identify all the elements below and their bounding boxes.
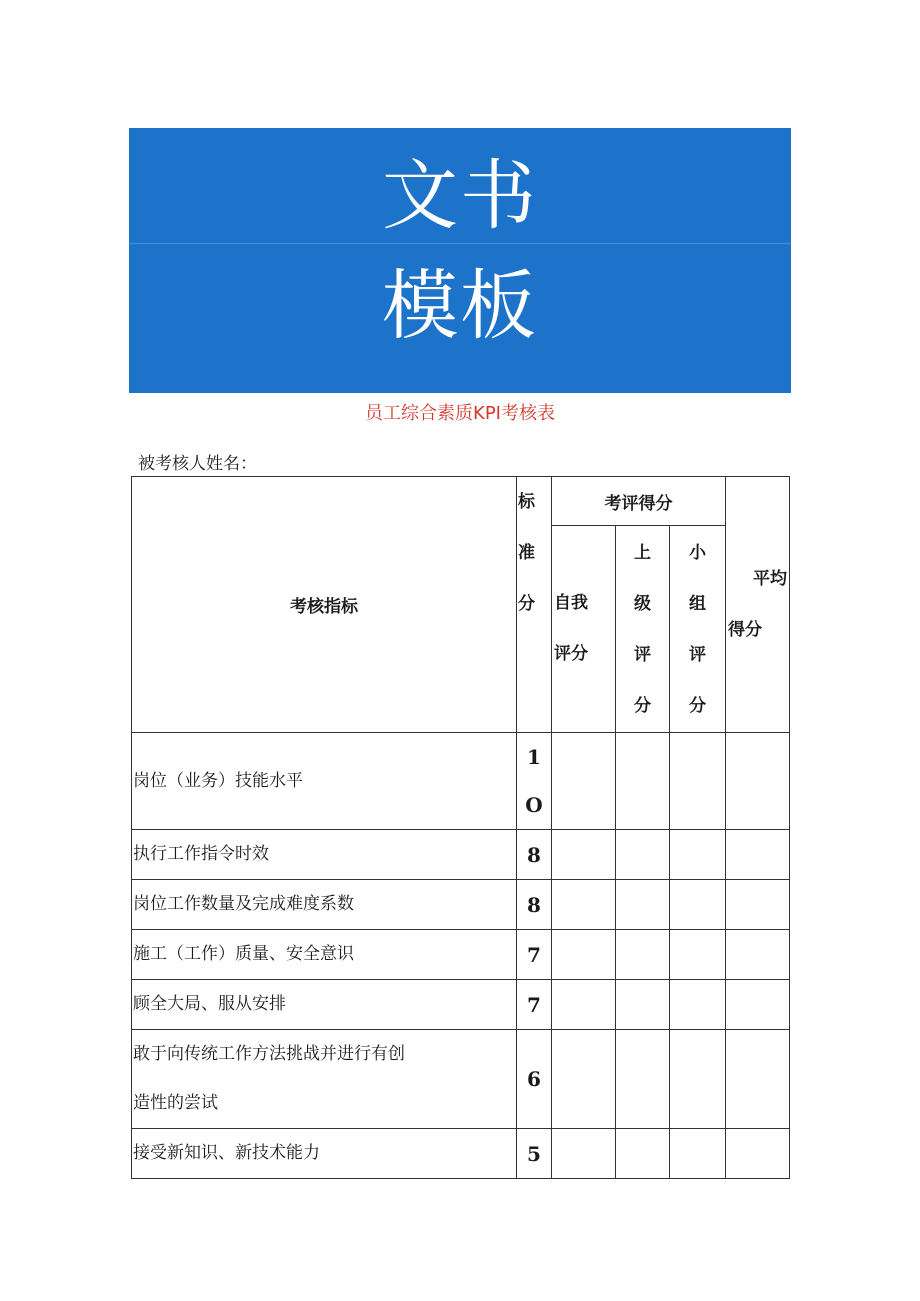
examinee-name-label: 被考核人姓名： (138, 454, 257, 474)
kpi-item-name: 施工（工作）质量、安全意识 (132, 930, 517, 980)
header-kpi-item: 考核指标 (132, 477, 517, 733)
header-average-line: 得分 (728, 619, 762, 640)
kpi-item-name: 顾全大局、服从安排 (132, 980, 517, 1030)
average-score-cell[interactable] (726, 830, 790, 880)
self-score-cell[interactable] (552, 980, 616, 1030)
header-group-score (670, 526, 726, 733)
kpi-item-name: 岗位工作数量及完成难度系数 (132, 880, 517, 930)
superior-score-cell[interactable] (616, 1030, 670, 1129)
cover-banner (129, 128, 791, 393)
header-superior-char: 上 (634, 543, 651, 563)
banner-title-line2: 模板 (382, 261, 538, 350)
header-group-char: 组 (689, 594, 706, 614)
kpi-item-name (132, 1030, 517, 1129)
header-self-score (552, 526, 616, 733)
group-score-cell[interactable] (670, 980, 726, 1030)
header-group-char: 小 (689, 543, 706, 563)
group-score-cell[interactable] (670, 930, 726, 980)
table-row (132, 733, 790, 830)
kpi-table (131, 476, 790, 1179)
kpi-item-name-line: 敢于向传统工作方法挑战并进行有创 (133, 1044, 405, 1064)
self-score-cell[interactable] (552, 1129, 616, 1179)
header-self-line: 自我 (554, 593, 588, 613)
standard-score: 8 (517, 880, 552, 930)
superior-score-cell[interactable] (616, 880, 670, 930)
table-row (132, 930, 790, 980)
table-row (132, 1129, 790, 1179)
header-group-char: 分 (689, 696, 706, 716)
self-score-cell[interactable] (552, 930, 616, 980)
header-group-char: 评 (689, 645, 706, 665)
average-score-cell[interactable] (726, 880, 790, 930)
banner-title-line1: 文书 (382, 151, 538, 240)
group-score-cell[interactable] (670, 880, 726, 930)
average-score-cell[interactable] (726, 1030, 790, 1129)
kpi-item-name: 岗位（业务）技能水平 (132, 733, 517, 830)
average-score-cell[interactable] (726, 1129, 790, 1179)
banner-divider (129, 243, 791, 244)
self-score-cell[interactable] (552, 733, 616, 830)
standard-score: 7 (517, 930, 552, 980)
kpi-item-name-line: 造性的尝试 (133, 1093, 218, 1113)
group-score-cell[interactable] (670, 733, 726, 830)
superior-score-cell[interactable] (616, 830, 670, 880)
table-row (132, 880, 790, 930)
header-standard-char: 标 (518, 492, 535, 512)
standard-score: 8 (517, 830, 552, 880)
standard-score: 6 (517, 1030, 552, 1129)
table-row (132, 830, 790, 880)
table-row (132, 980, 790, 1030)
kpi-item-name: 接受新知识、新技术能力 (132, 1129, 517, 1179)
superior-score-cell[interactable] (616, 1129, 670, 1179)
kpi-item-name: 执行工作指令时效 (132, 830, 517, 880)
standard-score (517, 733, 552, 830)
header-standard-char: 准 (518, 543, 535, 563)
group-score-cell[interactable] (670, 1030, 726, 1129)
standard-score: 7 (517, 980, 552, 1030)
average-score-cell[interactable] (726, 930, 790, 980)
self-score-cell[interactable] (552, 1030, 616, 1129)
group-score-cell[interactable] (670, 830, 726, 880)
header-standard-char: 分 (518, 594, 535, 614)
header-standard-score (517, 477, 552, 733)
standard-score-digit: O (525, 793, 543, 817)
header-superior-char: 分 (634, 696, 651, 716)
average-score-cell[interactable] (726, 733, 790, 830)
header-self-line: 评分 (554, 644, 588, 664)
header-superior-char: 级 (634, 594, 651, 614)
header-average-line: 平均 (753, 568, 787, 589)
self-score-cell[interactable] (552, 880, 616, 930)
average-score-cell[interactable] (726, 980, 790, 1030)
group-score-cell[interactable] (670, 1129, 726, 1179)
superior-score-cell[interactable] (616, 980, 670, 1030)
standard-score-digit: 1 (527, 745, 541, 769)
header-evaluation-score: 考评得分 (552, 477, 726, 526)
document-title: 员工综合素质KPI考核表 (365, 403, 555, 424)
superior-score-cell[interactable] (616, 930, 670, 980)
header-superior-score (616, 526, 670, 733)
self-score-cell[interactable] (552, 830, 616, 880)
standard-score: 5 (517, 1129, 552, 1179)
header-average-score (726, 477, 790, 733)
table-row (132, 1030, 790, 1129)
header-superior-char: 评 (634, 645, 651, 665)
superior-score-cell[interactable] (616, 733, 670, 830)
